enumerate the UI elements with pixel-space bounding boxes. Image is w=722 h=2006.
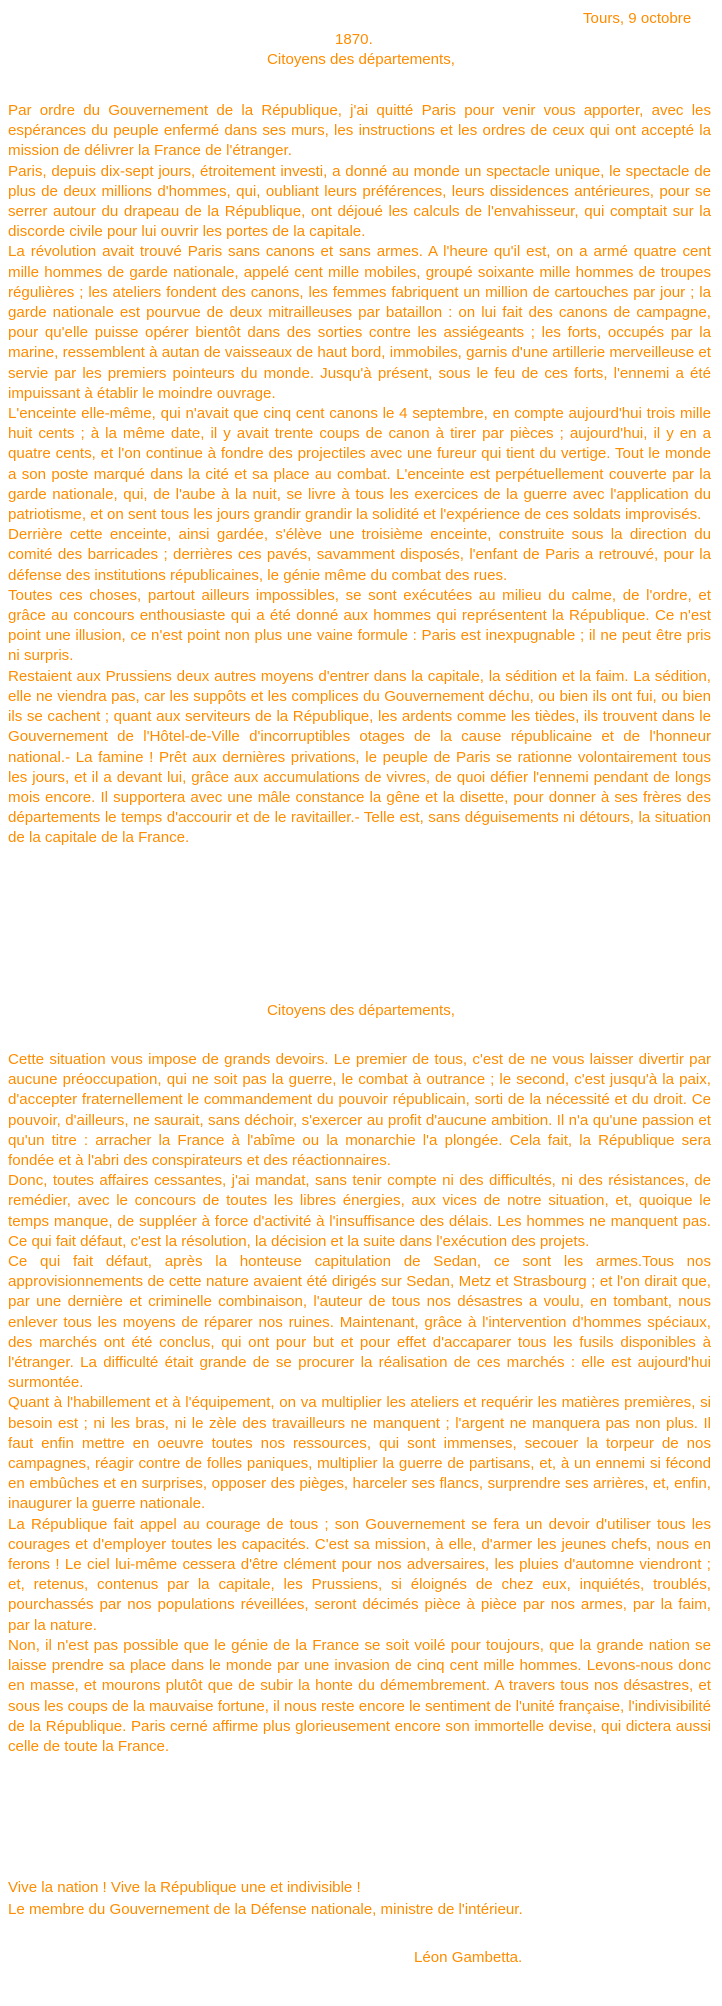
salutation-heading-2: Citoyens des départements, (267, 1002, 455, 1019)
paragraph: La révolution avait trouvé Paris sans canons et sans armes. A l'heure qu'il est, on a armé quatre cent mille hommes de garde nationale, appelé cent mille mobiles, groupé soixante mille hommes de troupes régulières ; les ateliers fondent des canons, les femmes fabriquent un million de cartouches par jour ; la garde nationale est pourvue de deux mitrailleuses par bataillon : on lui fait des canons de campagne, pour qu'elle puisse opérer bientôt dans des sorties contre les assiégeants ; les forts, occupés par la marine, ressemblent à autan de vaisseaux de haut bord, immobiles, garnis d'une artillerie merveilleuse et servie par les premiers pointeurs du monde. Jusqu'à présent, sous le feu de ces forts, l'ennemi a été impuissant à établir le moindre ouvrage. (8, 243, 711, 402)
paragraph: Restaient aux Prussiens deux autres moyens d'entrer dans la capitale, la sédition et la faim. La sédition, elle ne viendra pas, car les suppôts et les complices du Gouvernement déchu, ou bien ils ont fui, ou bien ils se cachent ; quant aux serviteurs de la République, les ardents comme les tièdes, ils trouvent dans le Gouvernement de l'Hôtel-de-Ville d'incorruptibles otages de la cause républicaine et de l'honneur national.- La famine ! Prêt aux dernières privations, le peuple de Paris se rationne volontairement tous les jours, et il a devant lui, grâce aux accumulations de vivres, de quoi défier l'ennemi pendant de longs mois encore. Il supportera avec une mâle constance la gêne et la disette, pour donner à ses frères des départements le temps d'accourir et de le ravitailler.- Telle est, sans déguisements ni détours, la situation de la capitale de la France. (8, 667, 711, 847)
paragraph: Quant à l'habillement et à l'équipement, on va multiplier les ateliers et requérir les matières premières, si besoin est ; ni les bras, ni le zèle des travailleurs ne manquent ; l'argent ne manquera pas non plus. Il faut enfin mettre en oeuvre toutes nos ressources, qui sont immenses, secouer la torpeur de nos campagnes, réagir contre de folles paniques, multiplier la guerre de partisans, et, à un ennemi si fécond en embûches et en surprises, opposer des pièges, harceler ses flancs, surprendre ses arrières, et, enfin, inaugurer la guerre nationale. (8, 1394, 711, 1513)
paragraph: La République fait appel au courage de tous ; son Gouvernement se fera un devoir d'utiliser tous les courages et d'employer toutes les capacités. C'est sa mission, à elle, d'armer les jeunes chefs, nous en ferons ! Le ciel lui-même cessera d'être clément pour nos adversaires, les pluies d'automne viendront ; et, retenus, contenus par la capitale, les Prussiens, si éloignés de chez eux, inquiétés, troublés, pourchassés par nos populations réveillées, seront décimés pièce à pièce par nos armes, par la faim, par la nature. (8, 1515, 711, 1634)
section-paris-situation (8, 101, 711, 849)
paragraph: Par ordre du Gouvernement de la République, j'ai quitté Paris pour venir vous apporter, avec les espérances du peuple enfermé dans ses murs, les instructions et les ordres de ceux qui ont accepté la mission de délivrer la France de l'étranger. (8, 102, 711, 160)
date-year: 1870. (335, 31, 373, 48)
salutation-heading: Citoyens des départements, (267, 51, 455, 68)
place-date: Tours, 9 octobre (583, 10, 692, 27)
paragraph: Non, il n'est pas possible que le génie de la France se soit voilé pour toujours, que la grande nation se laisse prendre sa place dans le monde par une invasion de cinq cent mille hommes. Levons-nous donc en masse, et mourons plutôt que de subir la honte du démembrement. A travers tous nos désastres, et sous les coups de la mauvaise fortune, il nous reste encore le sentiment de l'unité française, l'indivisibilité de la République. Paris cerné affirme plus glorieusement encore son immortelle devise, qui dictera aussi celle de toute la France. (8, 1636, 711, 1755)
paragraph: Paris, depuis dix-sept jours, étroitement investi, a donné au monde un spectacle unique, le spectacle de plus de deux millions d'hommes, qui, oubliant leurs préférences, leurs dissidences antérieures, pour se serrer autour du drapeau de la République, ont déjoué les calculs de l'envahisseur, qui comptait sur la discorde civile pour lui ouvrir les portes de la capitale. (8, 162, 711, 241)
paragraph: Toutes ces choses, partout ailleurs impossibles, se sont exécutées au milieu du calme, de l'ordre, et grâce au concours enthousiaste qui a été donné aux hommes qui représentent la République. Ce n'est point une illusion, ce n'est point non plus une vaine formule : Paris est inexpugnable ; il ne peut être pris ni surpris. (8, 586, 711, 665)
signatory-role: Le membre du Gouvernement de la Défense nationale, ministre de l'intérieur. (8, 1901, 523, 1918)
paragraph: L'enceinte elle-même, qui n'avait que cinq cent canons le 4 septembre, en compte aujourd'hui trois mille huit cents ; à la même date, il y avait trente coups de canon à tirer par pièces ; aujourd'hui, il y en a quatre cents, et l'on continue à fondre des projectiles avec une fureur qui tient du vertige. Tout le monde a son poste marqué dans la cité et sa place au combat. L'enceinte est perpétuellement couverte par la garde nationale, qui, de l'aube à la nuit, se livre à tous les exercices de la guerre avec l'application du patriotisme, et on sent tous les jours grandir grandir la solidité et l'expérience de ces soldats improvisés. (8, 405, 711, 524)
paragraph: Derrière cette enceinte, ainsi gardée, s'élève une troisième enceinte, construite sous la direction du comité des barricades ; derrières ces pavés, savamment disposés, l'enfant de Paris a retrouvé, pour la défense des institutions républicaines, le génie même du combat des rues. (8, 526, 711, 584)
paragraph: Donc, toutes affaires cessantes, j'ai mandat, sans tenir compte ni des difficultés, ni des résistances, de remédier, avec le concours de toutes les libres énergies, aux vices de notre situation, et, quoique le temps manque, de suppléer à force d'activité à l'insuffisance des délais. Les hommes ne manquent pas. Ce qui fait défaut, c'est la résolution, la décision et la suite dans l'exécution des projets. (8, 1172, 711, 1250)
signature-name: Léon Gambetta. (414, 1949, 523, 1966)
closing-cry: Vive la nation ! Vive la République une et indivisible ! (8, 1879, 361, 1896)
paragraph: Cette situation vous impose de grands devoirs. Le premier de tous, c'est de ne vous laisser divertir par aucune préoccupation, qui ne soit pas la guerre, le combat à outrance ; le second, c'est jusqu'à la paix, d'accepter fraternellement le commandement du pouvoir républicain, sorti de la nécessité et du droit. Ce pouvoir, d'ailleurs, ne saurait, sans déchoir, s'exercer au profit d'aucune ambition. Il n'a qu'une passion et qu'un titre : arracher la France à l'abîme ou la monarchie l'a plongée. Cela fait, la République sera fondée et à l'abri des conspirateurs et des réactionnaires. (8, 1051, 711, 1170)
section-duties (8, 1050, 711, 1757)
paragraph: Ce qui fait défaut, après la honteuse capitulation de Sedan, ce sont les armes.Tous nos approvisionnements de cette nature avaient été dirigés sur Sedan, Metz et Strasbourg ; et l'on dirait que, par une dernière et criminelle combinaison, l'auteur de tous nos désastres a voulu, en tombant, nous enlever tous les moyens de réparer nos ruines. Maintenant, grâce à l'intervention d'hommes spéciaux, des marchés ont été conclus, qui ont pour but et pour effet d'accaparer tous les fusils disponibles à l'étranger. La difficulté était grande de se procurer la réalisation de ces marchés : elle est aujourd'hui surmontée. (8, 1253, 711, 1392)
